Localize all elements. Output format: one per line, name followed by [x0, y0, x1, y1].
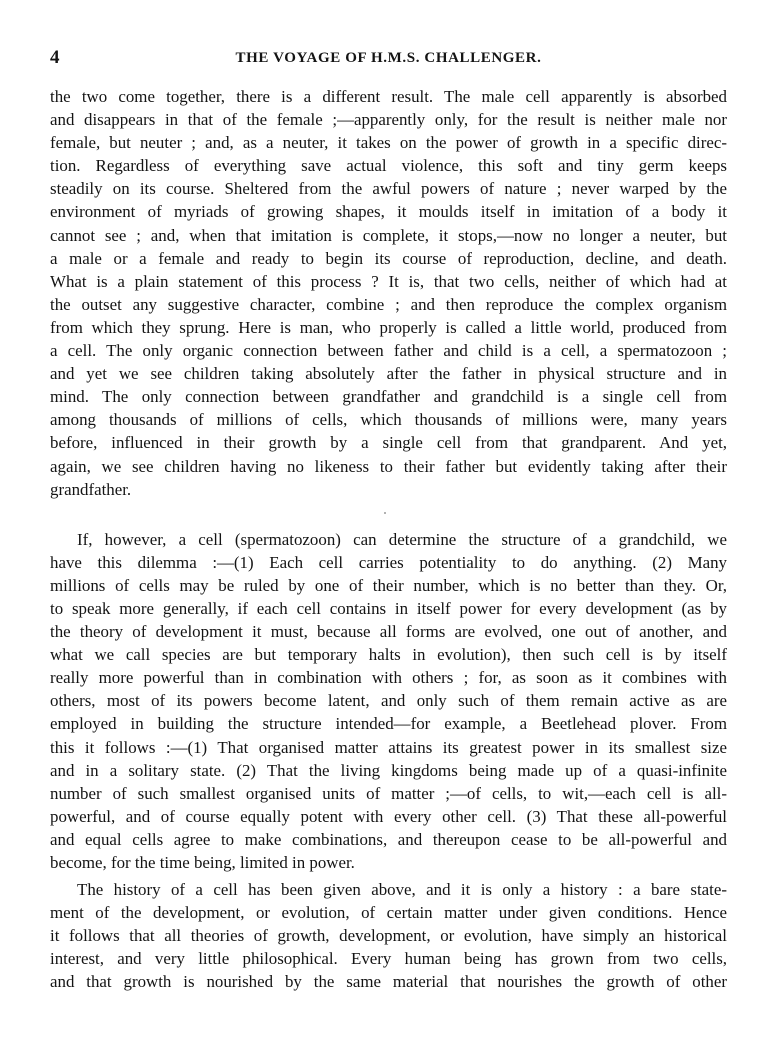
page-header	[50, 46, 727, 70]
text-line: employed in building the structure intended—for example, a Beetlehead plover. From	[50, 714, 727, 734]
text-line: mind. The only connection between grandfather and grandchild is a single cell from	[50, 387, 727, 407]
text-line: ment of the development, or evolution, of certain matter under given conditions. Hence	[50, 903, 727, 923]
text-line: powerful, and of course equally potent with every other cell. (3) That these all-powerful	[50, 806, 727, 826]
paragraph-2	[50, 528, 727, 874]
text-line: What is a plain statement of this process ? It is, that two cells, neither of which had at	[50, 271, 727, 291]
text-line: a male or a female and ready to begin its course of reproduction, decline, and death.	[50, 248, 727, 268]
text-line: and that growth is nourished by the same material that nourishes the growth of other	[50, 972, 727, 992]
paragraph-3	[50, 878, 727, 993]
text-line: the theory of development it must, because all forms are evolved, one out of another, and	[50, 622, 727, 642]
text-line: If, however, a cell (spermatozoon) can determine the structure of a grandchild, we	[77, 529, 727, 549]
text-line: interest, and very little philosophical. Every human being has grown from two cells,	[50, 949, 727, 969]
page-number: 4	[50, 47, 60, 68]
paragraph-1	[50, 85, 727, 501]
paper-speck	[384, 512, 386, 514]
text-line: environment of myriads of growing shapes, it moulds itself in imitation of a body it	[50, 202, 727, 222]
text-line: the two come together, there is a different result. The male cell apparently is absorbed	[50, 87, 727, 106]
text-line: cannot see ; and, when that imitation is complete, it stops,—now no longer a neuter, but	[50, 225, 727, 245]
text-line: this it follows :—(1) That organised matter attains its greatest power in its smallest size	[50, 737, 727, 757]
text-line: others, most of its powers become latent, and only such of them remain active as are	[50, 691, 727, 711]
text-line: among thousands of millions of cells, which thousands of millions were, many years	[50, 410, 727, 430]
running-title: THE VOYAGE OF H.M.S. CHALLENGER.	[235, 50, 542, 66]
text-line: tion. Regardless of everything save actual violence, this soft and tiny germ keeps	[50, 156, 727, 176]
text-line: female, but neuter ; and, as a neuter, it takes on the power of growth in a specific direc-	[50, 133, 727, 153]
text-line: it follows that all theories of growth, development, or evolution, have simply an historical	[50, 926, 727, 946]
text-line: and yet we see children taking absolutely after the father in physical structure and in	[50, 364, 727, 384]
text-line: to speak more generally, if each cell contains in itself power for every development (as by	[50, 598, 727, 618]
text-line: before, influenced in their growth by a single cell from that grandparent. And yet,	[50, 433, 727, 453]
text-line: number of such smallest organised units of matter ;—of cells, to wit,—each cell is all-	[50, 783, 727, 803]
text-line: and in a solitary state. (2) That the living kingdoms being made up of a quasi-infinite	[50, 760, 727, 780]
text-line: really more powerful than in combination with others ; for, as soon as it combines with	[50, 668, 727, 688]
text-line: The history of a cell has been given above, and it is only a history : a bare state-	[77, 880, 727, 900]
text-line: steadily on its course. Sheltered from the awful powers of nature ; never warped by the	[50, 179, 727, 199]
text-line: from which they sprung. Here is man, who properly is called a little world, produced from	[50, 317, 727, 337]
text-line: become, for the time being, limited in power.	[50, 853, 355, 872]
text-line: a cell. The only organic connection between father and child is a cell, a spermatozoon ;	[50, 341, 727, 361]
text-line: what we call species are but temporary halts in evolution), then such cell is by itself	[50, 645, 727, 665]
text-line: the outset any suggestive character, combine ; and then reproduce the complex organism	[50, 294, 727, 314]
text-line: again, we see children having no likeness to their father but evidently taking after their	[50, 456, 727, 476]
text-line: have this dilemma :—(1) Each cell carries potentiality to do anything. (2) Many	[50, 552, 727, 572]
text-line: grandfather.	[50, 479, 132, 499]
text-line: and disappears in that of the female ;—apparently only, for the result is neither male nor	[50, 110, 727, 130]
body-text	[50, 85, 727, 994]
text-line: millions of cells may be ruled by one of their number, which is no better than they. Or,	[50, 575, 727, 595]
text-line: and equal cells agree to make combinations, and thereupon cease to be all-powerful and	[50, 829, 727, 849]
